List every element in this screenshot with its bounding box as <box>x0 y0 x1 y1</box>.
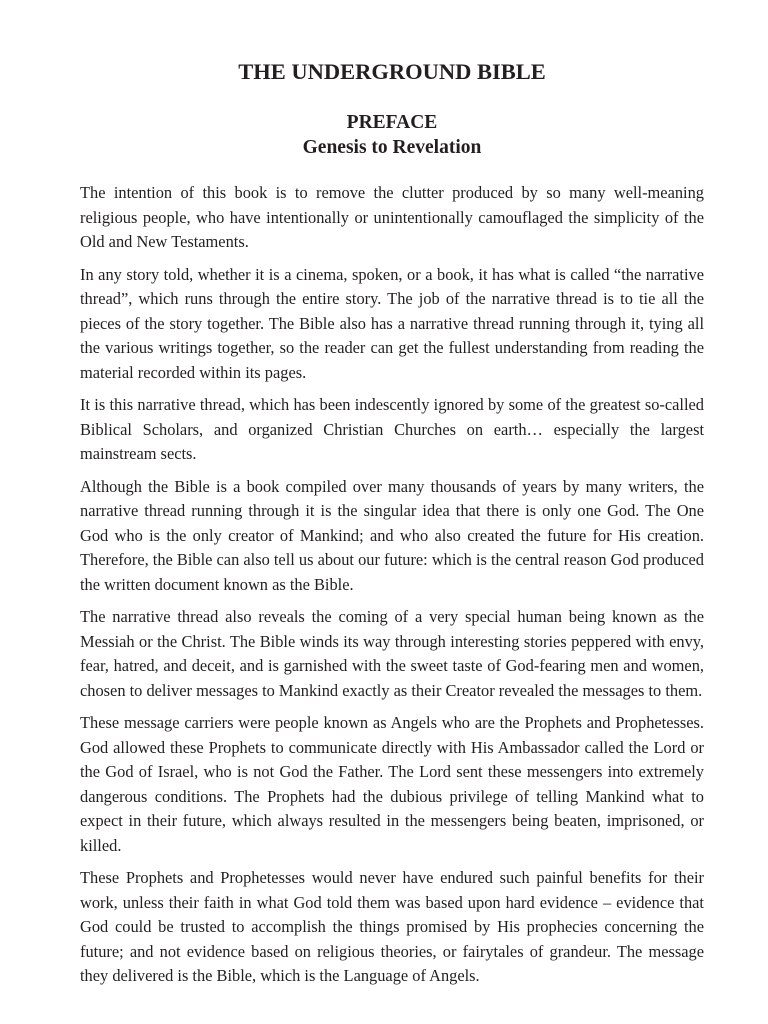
paragraph: In any story told, whether it is a cinema, spoken, or a book, it has what is called “the narrative thread”, which runs through the entire story. The job of the narrative thread is to tie all the pieces of the story together. The Bible also has a narrative thread running through it, tying all the various writings together, so the reader can get the fullest understanding from reading the material recorded within its pages. <box>80 264 704 382</box>
paragraph: Although the Bible is a book compiled over many thousands of years by many writers, the narrative thread running through it is the singular idea that there is only one God. The One God who is the only creator of Mankind; and who also created the future for His creation. Therefore, the Bible can also tell us about our future: which is the central reason God produced the written document known as the Bible. <box>80 476 704 594</box>
book-title: THE UNDERGROUND BIBLE <box>238 59 546 84</box>
document-page <box>80 56 704 997</box>
paragraph: It is this narrative thread, which has been indescently ignored by some of the greatest so-called Biblical Scholars, and organized Christian Churches on earth… especially the largest mainstream sects. <box>80 395 704 463</box>
section-subheading: Genesis to Revelation <box>302 137 482 158</box>
paragraph: The intention of this book is to remove the clutter produced by so many well-meaning religious people, who have intentionally or unintentionally camouflaged the simplicity of the Old and New Testaments. <box>80 183 704 251</box>
paragraph: These message carriers were people known as Angels who are the Prophets and Prophetesses. God allowed these Prophets to communicate directly with His Ambassador called the Lord or the God of Israel, who is not God the Father. The Lord sent these messengers into extremely dangerous conditions. The Prophets had the dubious privilege of telling Mankind what to expect in their future, which always resulted in the messengers being beaten, imprisoned, or killed. <box>80 713 704 855</box>
section-heading: PREFACE <box>346 112 438 133</box>
paragraph: The narrative thread also reveals the coming of a very special human being known as the Messiah or the Christ. The Bible winds its way through interesting stories peppered with envy, fear, hatred, and deceit, and is garnished with the sweet taste of God-fearing men and women, chosen to deliver messages to Mankind exactly as their Creator revealed the messages to them. <box>80 607 704 700</box>
paragraph: These Prophets and Prophetesses would never have endured such painful benefits for their work, unless their faith in what God told them was based upon hard evidence – evidence that God could be trusted to accomplish the things promised by His prophecies concerning the future; and not evidence based on religious theories, or fairytales of grandeur. The message they delivered is the Bible, which is the Language of Angels. <box>80 868 704 985</box>
